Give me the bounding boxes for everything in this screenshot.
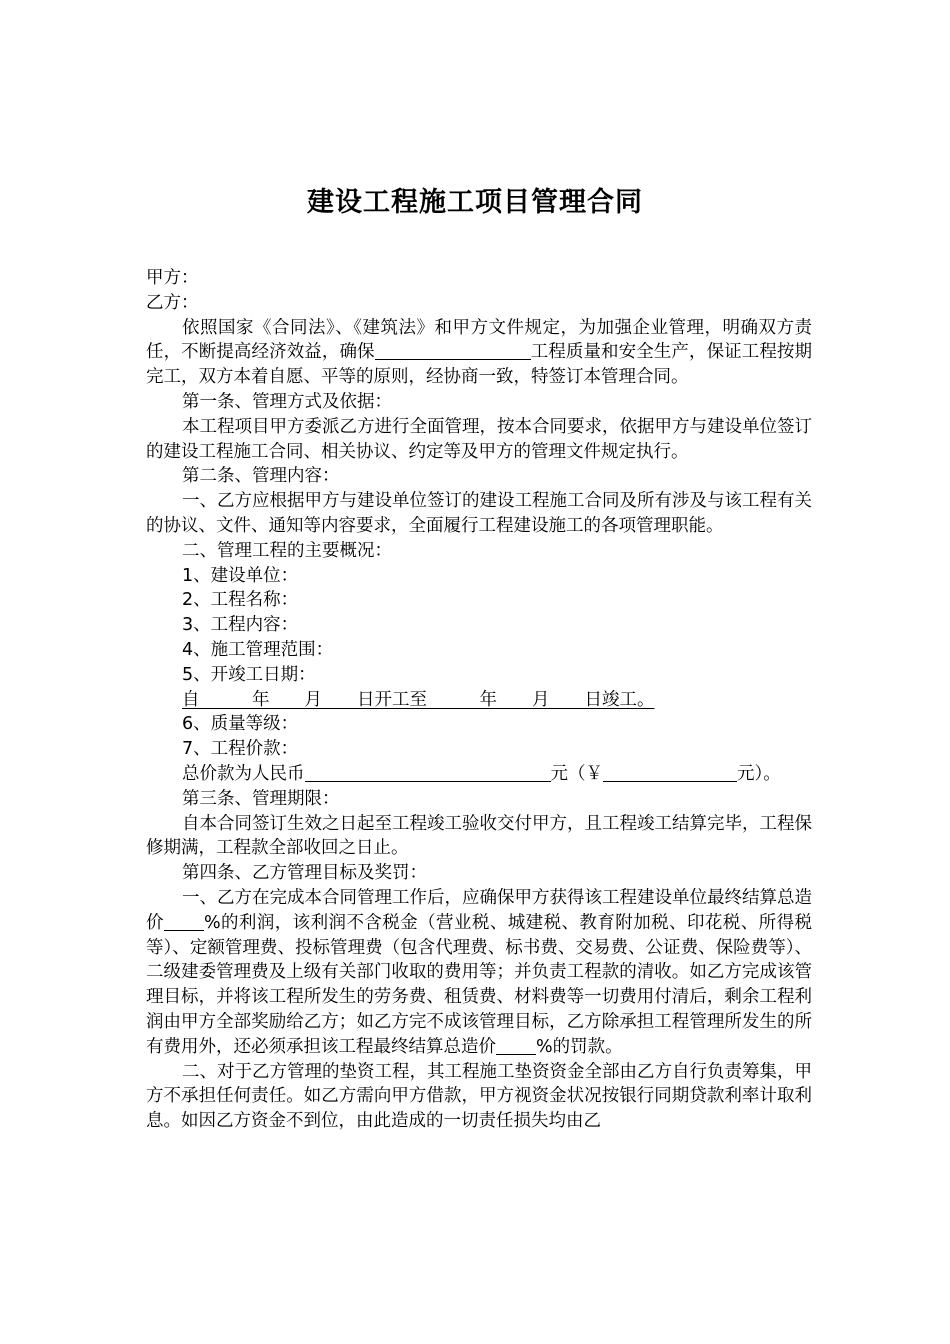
profit-percent-blank	[164, 912, 204, 931]
article-2-item-1: 一、乙方应根据甲方与建设单位签订的建设工程施工合同及所有涉及与该工程有关的协议、文件、通知等内容要求，全面履行工程建设施工的各项管理职能。	[146, 491, 812, 536]
article-3-text: 自本合同签订生效之日起至工程竣工验收交付甲方，且工程竣工结算完毕，工程保修期满，工程款全部收回之日止。	[146, 813, 812, 859]
price-line	[146, 762, 812, 787]
intro-text-part1: 依照国家《合同法》、《建筑法》和甲方文件规定，为加强企业管理，明确双方责任，不断提高经济效益，确保	[146, 317, 812, 363]
article-4-item-1-part1: 一、乙方在完成本合同管理工作后，应确保甲方获得该工程建设单位最终结算总造价	[146, 887, 812, 933]
price-prefix: 总价款为人民币	[182, 763, 305, 784]
article-1-text: 本工程项目甲方委派乙方进行全面管理，按本合同要求，依据甲方与建设单位签订的建设工程施工合同、相关协议、约定等及甲方的管理文件规定执行。	[146, 416, 812, 462]
field-start-end-date: 5、开竣工日期：	[182, 664, 316, 685]
penalty-percent-blank	[496, 1036, 536, 1055]
dates-line	[146, 688, 812, 713]
article-2-item-2: 二、管理工程的主要概况：	[182, 540, 392, 561]
field-project-price: 7、工程价款：	[182, 739, 299, 760]
article-4-item-1-part3: %的罚款。	[536, 1036, 623, 1057]
article-4-item-2: 二、对于乙方管理的垫资工程，其工程施工垫资资金全部由乙方自行负责筹集，甲方不承担任何责任。如乙方需向甲方借款，甲方视资金状况按银行同期贷款利率计取利息。如因乙方资金不到位，由此造成的一切责任损失均由乙	[146, 1061, 812, 1132]
field-construction-unit: 1、建设单位：	[182, 565, 299, 586]
article-4-item-1	[146, 886, 812, 1060]
article-3-heading: 第三条、管理期限：	[182, 788, 340, 809]
project-name-blank	[375, 341, 531, 360]
price-yen-blank	[603, 763, 737, 782]
article-1-heading: 第一条、管理方式及依据：	[182, 391, 392, 412]
intro-text-part2: 工程质量和安全生产，保证工程按期完工，双方本着自愿、平等的原则，经协商一致，特签订本管理合同。	[146, 342, 813, 388]
article-4-heading: 第四条、乙方管理目标及奖罚：	[182, 863, 427, 884]
dates-underlined-text: 自 年 月 日开工至 年 月 日竣工。	[182, 689, 655, 710]
field-project-content: 3、工程内容：	[182, 615, 299, 636]
field-management-scope: 4、施工管理范围：	[182, 639, 334, 660]
field-quality-grade: 6、质量等级：	[182, 714, 299, 735]
field-project-name: 2、工程名称：	[182, 590, 299, 611]
article-4-item-1-part2: %的利润，该利润不含税金（营业税、城建税、教育附加税、印花税、所得税等）、定额管理费、投标管理费（包含代理费、标书费、交易费、公证费、保险费等）、二级建委管理费及上级有关部门收取的费用等；并负责工程款的清收。如乙方完成该管理目标，并将该工程所发生的劳务费、租赁费、材料费等一切费用付清后，剩余工程利润由甲方全部奖励给乙方；如乙方完不成该管理目标，乙方除承担工程管理所发生的所有费用外，还必须承担该工程最终结算总造价	[146, 912, 813, 1057]
price-rmb-blank	[305, 763, 551, 782]
document-body	[146, 266, 812, 1134]
party-a-line: 甲方：	[146, 268, 199, 288]
price-mid: 元（￥	[550, 763, 603, 784]
intro-paragraph	[146, 316, 812, 390]
price-suffix: 元）。	[737, 763, 781, 784]
party-b-line: 乙方：	[146, 292, 199, 313]
document-title: 建设工程施工项目管理合同	[307, 187, 643, 218]
article-2-heading: 第二条、管理内容：	[182, 466, 340, 487]
